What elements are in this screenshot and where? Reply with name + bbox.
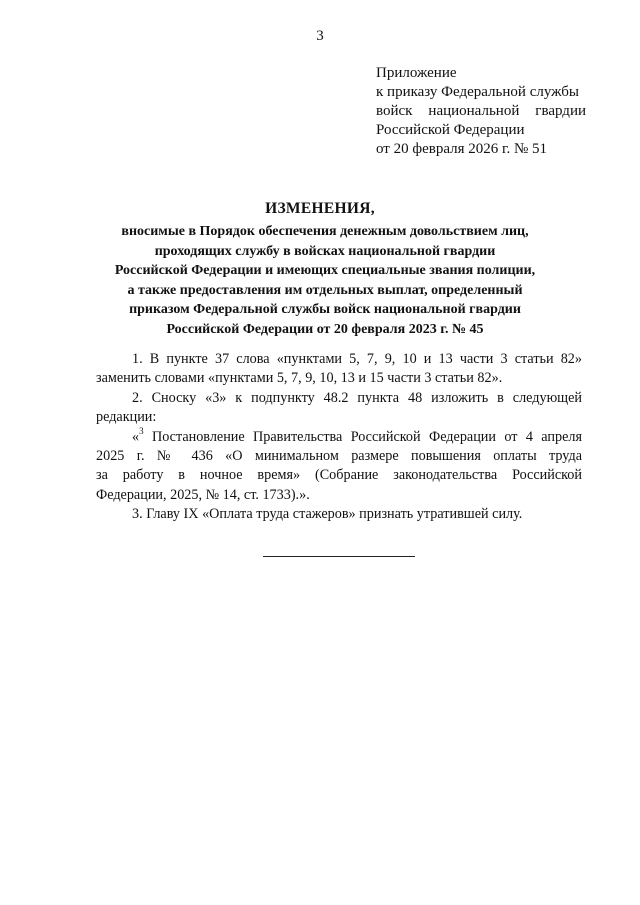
closing-divider (263, 556, 415, 557)
appendix-order-line: к приказу Федеральной службы (376, 84, 580, 100)
item-3-line-1: 3. Главу IX «Оплата труда стажеров» признать утратившей силу. (132, 506, 523, 523)
page-number: 3 (316, 28, 324, 44)
document-body (96, 350, 582, 525)
quote-line-3: за работу в ночное время» (Собрание законодательства Российской (96, 467, 582, 484)
quote-open-mark: « (132, 428, 140, 445)
quote-line-4: Федерации, 2025, № 14, ст. 1733).». (96, 486, 310, 503)
subtitle-line: а также предоставления им отдельных выплат, определенный (127, 282, 523, 298)
item-1-line-2: заменить словами «пунктами 5, 7, 9, 10, 13 и 15 части 3 статьи 82». (96, 370, 503, 387)
quote-line-2: 2025 г. № 436 «О минимальном размере повышения оплаты труда (96, 448, 582, 465)
subtitle-line: Российской Федерации и имеющих специальные звания полиции, (114, 263, 536, 278)
appendix-block (376, 64, 586, 159)
appendix-date-line: от 20 февраля 2026 г. № 51 (376, 141, 548, 157)
appendix-label: Приложение (376, 65, 457, 81)
footnote-marker: 3 (139, 425, 144, 436)
appendix-country-line: Российской Федерации (376, 122, 525, 138)
subtitle-line: Российской Федерации от 20 февраля 2023 г. № 45 (166, 321, 484, 337)
document-subtitle (90, 222, 560, 339)
quote-line-1 (96, 425, 582, 447)
subtitle-line: вносимые в Порядок обеспечения денежным довольствием лиц, (121, 224, 529, 239)
quote-line-1-text: Постановление Правительства Российской Федерации от 4 апреля (143, 428, 582, 445)
subtitle-line: приказом Федеральной службы войск национальной гвардии (129, 302, 521, 317)
item-1-line-1: 1. В пункте 37 слова «пунктами 5, 7, 9, 10 и 13 части 3 статьи 82» (132, 351, 582, 367)
subtitle-line: проходящих службу в войсках национальной гвардии (154, 243, 496, 259)
item-2-line-1: 2. Сноску «3» к подпункту 48.2 пункта 48 изложить в следующей (132, 389, 582, 406)
item-2-line-2: редакции: (96, 409, 157, 426)
appendix-service-line: войск национальной гвардии (376, 103, 586, 119)
document-title: ИЗМЕНЕНИЯ, (265, 200, 375, 217)
